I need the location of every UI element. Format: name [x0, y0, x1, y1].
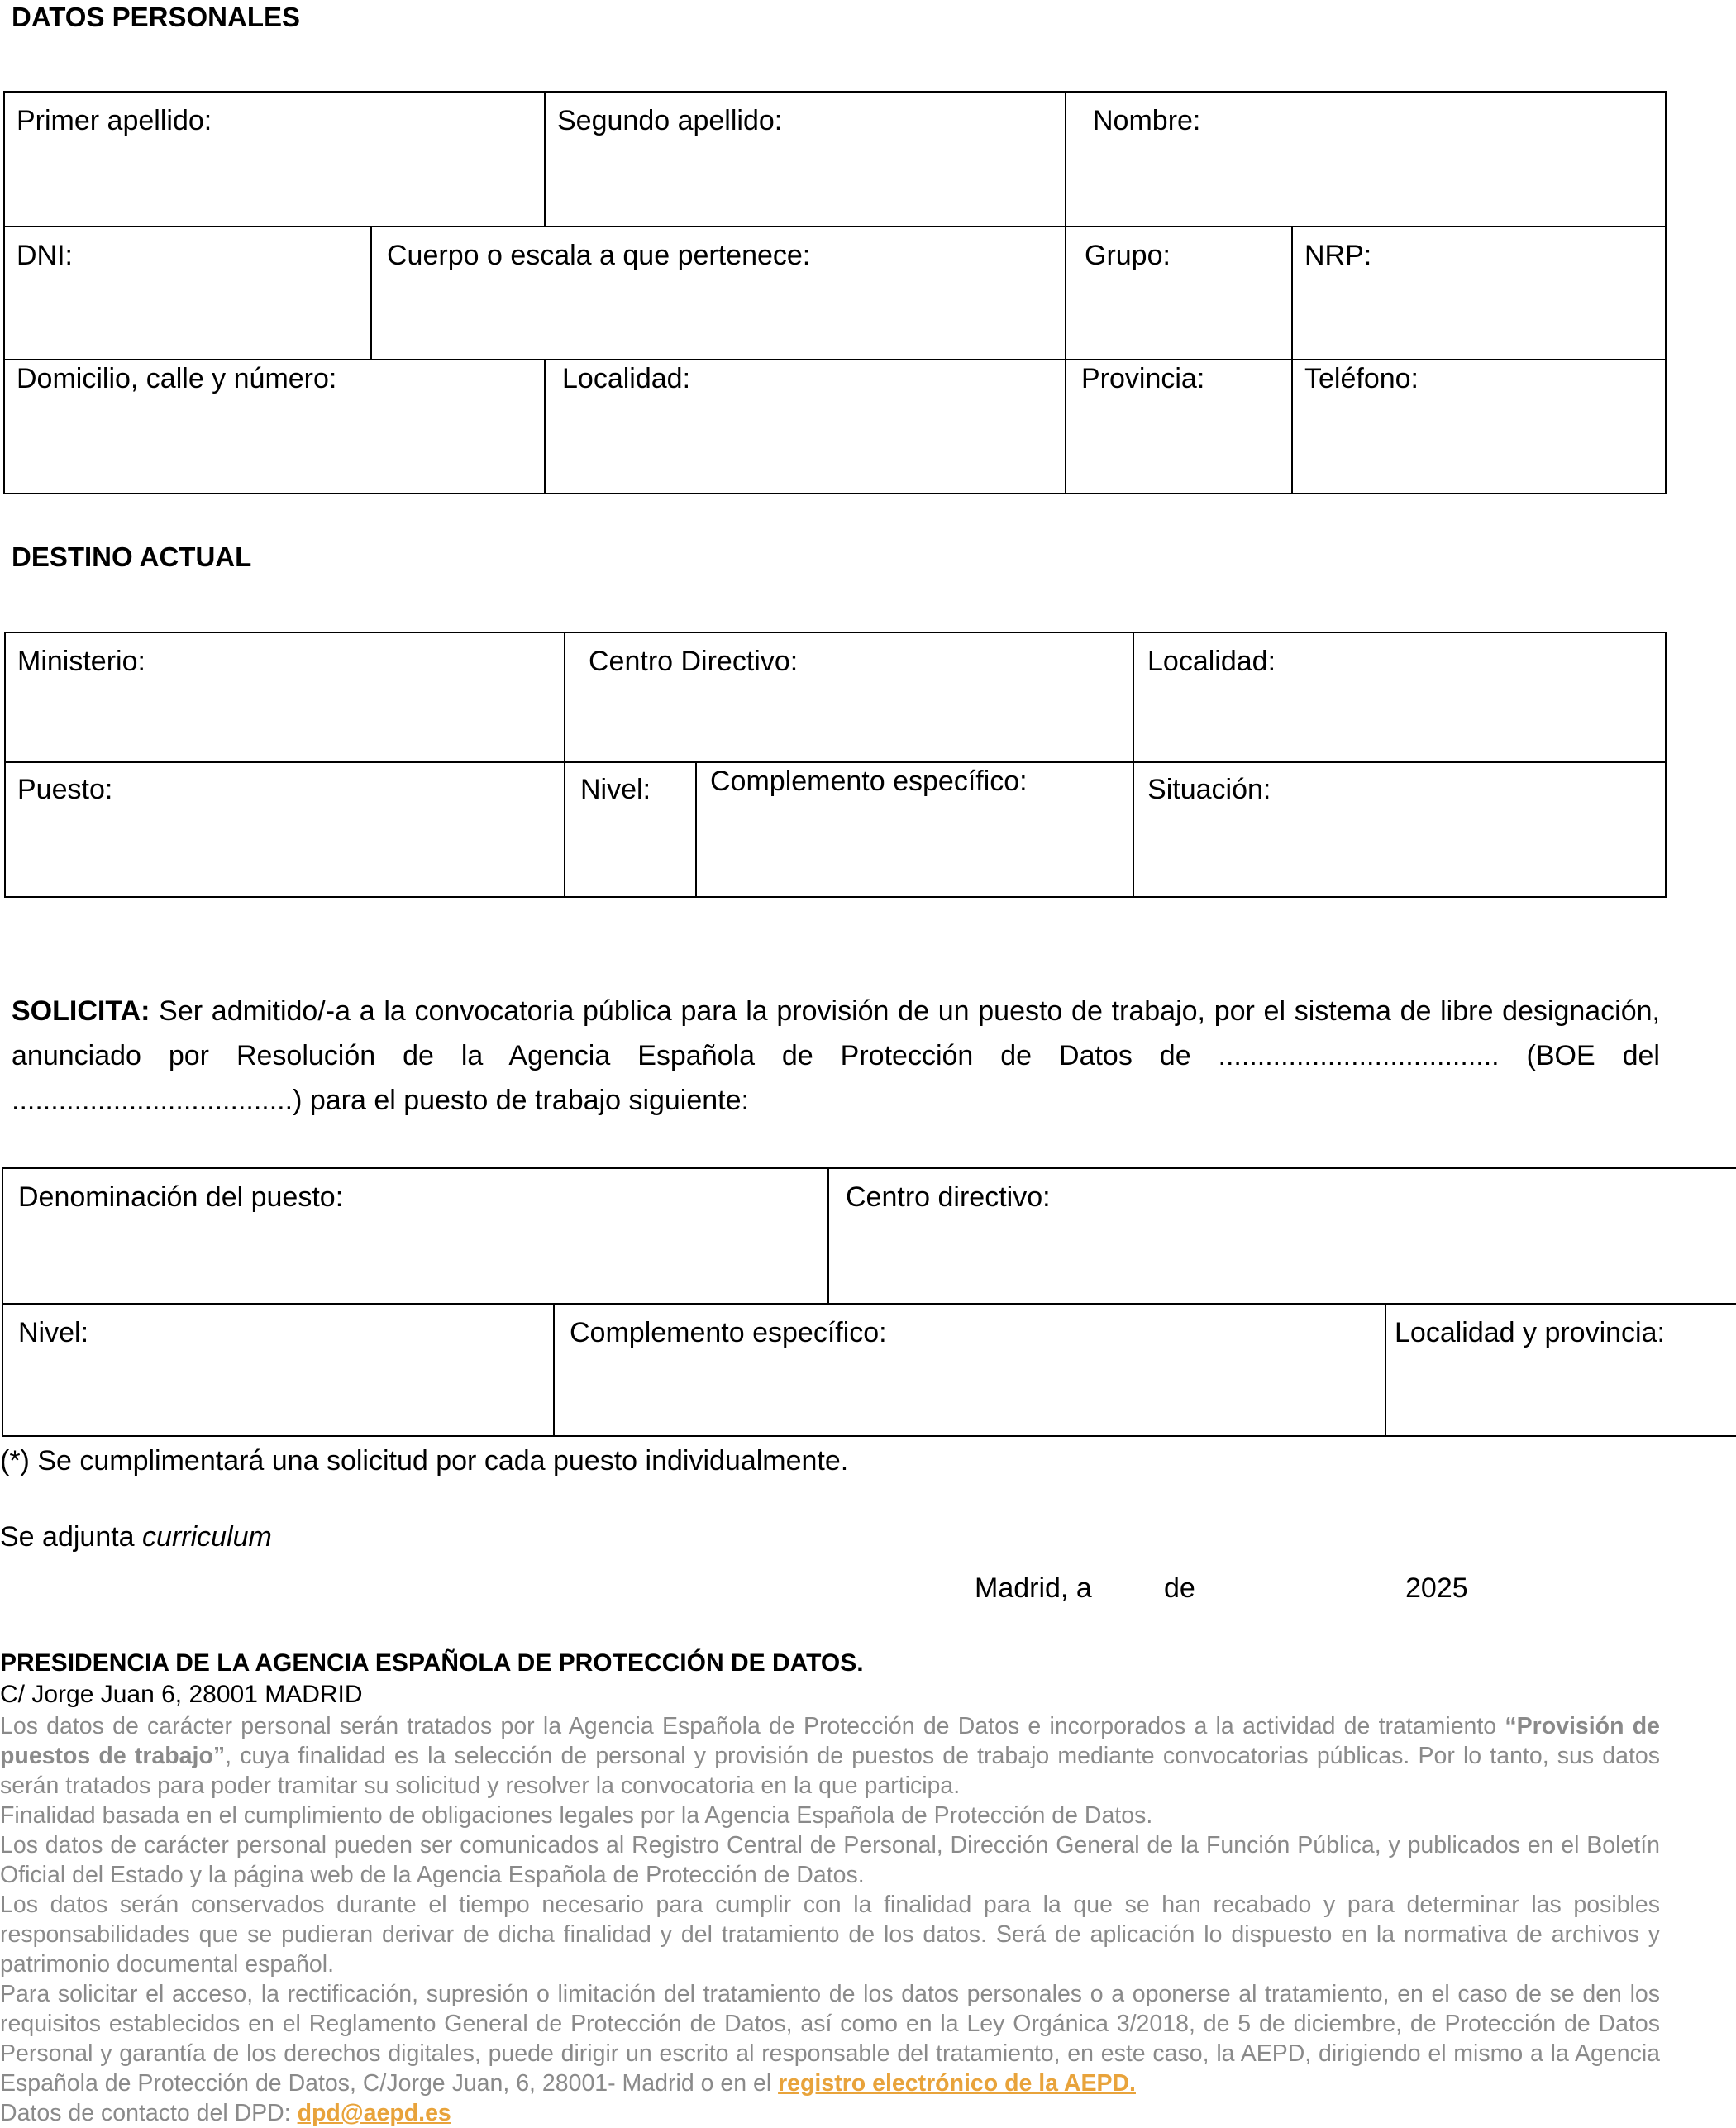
field-complemento-actual[interactable]: Complemento específico: [696, 762, 1133, 897]
field-localidad[interactable]: Localidad: [545, 360, 1066, 494]
field-grupo[interactable]: Grupo: [1066, 227, 1292, 360]
privacy-notice [0, 1711, 1660, 2128]
field-centro-directivo-solicitado[interactable]: Centro directivo: [828, 1168, 1736, 1304]
field-localidad-actual[interactable]: Localidad: [1133, 632, 1666, 762]
note-adjunta: Se adjunta curriculum [0, 1521, 272, 1553]
field-centro-directivo-actual[interactable]: Centro Directivo: [565, 632, 1133, 762]
field-telefono[interactable]: Teléfono: [1292, 360, 1666, 494]
field-denominacion-puesto[interactable]: Denominación del puesto: [2, 1168, 828, 1304]
date-madrid: Madrid, a [975, 1572, 1092, 1604]
field-localidad-provincia[interactable]: Localidad y provincia: [1385, 1304, 1736, 1436]
puesto-solicitado-table [2, 1167, 1736, 1437]
solicita-label: SOLICITA: [12, 995, 150, 1027]
privacy-dpd: Datos de contacto del DPD: dpd@aepd.es [0, 2100, 451, 2126]
solicita-text: Ser admitido/-a a la convocatoria pública para la provisión de un puesto de trabajo, por el sistema de libre designación, anunciado por Resolución de la Agencia Española de Protección de Datos de .................................... (BOE del ....................................) para el puesto de trabajo siguiente: [12, 995, 1660, 1116]
privacy-p5: Para solicitar el acceso, la rectificación, supresión o limitación del tratamiento de los datos personales o a oponerse al tratamiento, en el caso de se den los requisitos establecidos en el Reglamento General de Protección de Datos, así como en la Ley Orgánica 3/2018, de 5 de diciembre, de Protección de Datos Personal y garantía de los derechos digitales, puede dirigir un escrito al responsable del tratamiento, en este caso, la AEPD, dirigiendo el mismo a la Agencia Española de Protección de Datos, C/Jorge Juan, 6, 28001- Madrid o en el registro electrónico de la AEPD. [0, 1981, 1660, 2097]
datos-personales-table [3, 91, 1667, 494]
privacy-p4: Los datos serán conservados durante el tiempo necesario para cumplir con la finalidad para la que se han recabado y para determinar las posibles responsabilidades que se pudieran derivar de dicha finalidad y del tratamiento de los datos. Será de aplicación lo dispuesto en la normativa de archivos y patrimonio documental español. [0, 1892, 1660, 1978]
field-ministerio[interactable]: Ministerio: [5, 632, 565, 762]
date-de: de [1164, 1572, 1195, 1604]
privacy-p2: Finalidad basada en el cumplimiento de obligaciones legales por la Agencia Española de Protección de Datos. [0, 1802, 1153, 1829]
field-dni[interactable]: DNI: [4, 227, 371, 360]
field-nrp[interactable]: NRP: [1292, 227, 1666, 360]
field-nivel-solicitado[interactable]: Nivel: [2, 1304, 554, 1436]
date-year: 2025 [1405, 1572, 1468, 1604]
registro-electronico-link[interactable]: registro electrónico de la AEPD. [778, 2070, 1136, 2097]
dpd-email-link[interactable]: dpd@aepd.es [297, 2100, 451, 2126]
solicita-paragraph [12, 989, 1660, 1123]
footer-address: C/ Jorge Juan 6, 28001 MADRID [0, 1681, 363, 1708]
section-heading-destino-actual: DESTINO ACTUAL [12, 542, 252, 572]
field-nombre[interactable]: Nombre: [1066, 92, 1666, 227]
field-puesto[interactable]: Puesto: [5, 762, 565, 897]
field-primer-apellido[interactable]: Primer apellido: [4, 92, 545, 227]
field-provincia[interactable]: Provincia: [1066, 360, 1292, 494]
section-heading-datos-personales: DATOS PERSONALES [12, 2, 300, 32]
field-cuerpo-escala[interactable]: Cuerpo o escala a que pertenece: [371, 227, 1066, 360]
field-complemento-solicitado[interactable]: Complemento específico: [554, 1304, 1385, 1436]
field-domicilio[interactable]: Domicilio, calle y número: [4, 360, 545, 494]
field-segundo-apellido[interactable]: Segundo apellido: [545, 92, 1066, 227]
privacy-p3: Los datos de carácter personal pueden ser comunicados al Registro Central de Personal, Dirección General de la Función Pública, y publicados en el Boletín Oficial del Estado y la página web de la Agencia Española de Protección de Datos. [0, 1832, 1660, 1888]
footer-presidencia: PRESIDENCIA DE LA AGENCIA ESPAÑOLA DE PROTECCIÓN DE DATOS. [0, 1649, 864, 1677]
privacy-p1: Los datos de carácter personal serán tratados por la Agencia Española de Protección de Datos e incorporados a la actividad de tratamiento “Provisión de puestos de trabajo”, cuya finalidad es la selección de personal y provisión de puestos de trabajo mediante convocatorias públicas. Por lo tanto, sus datos serán tratados para poder tramitar su solicitud y resolver la convocatoria en la que participa. [0, 1713, 1660, 1799]
destino-actual-table [4, 632, 1667, 898]
note-asterisk: (*) Se cumplimentará una solicitud por cada puesto individualmente. [0, 1445, 849, 1477]
field-nivel-actual[interactable]: Nivel: [565, 762, 696, 897]
field-situacion[interactable]: Situación: [1133, 762, 1666, 897]
